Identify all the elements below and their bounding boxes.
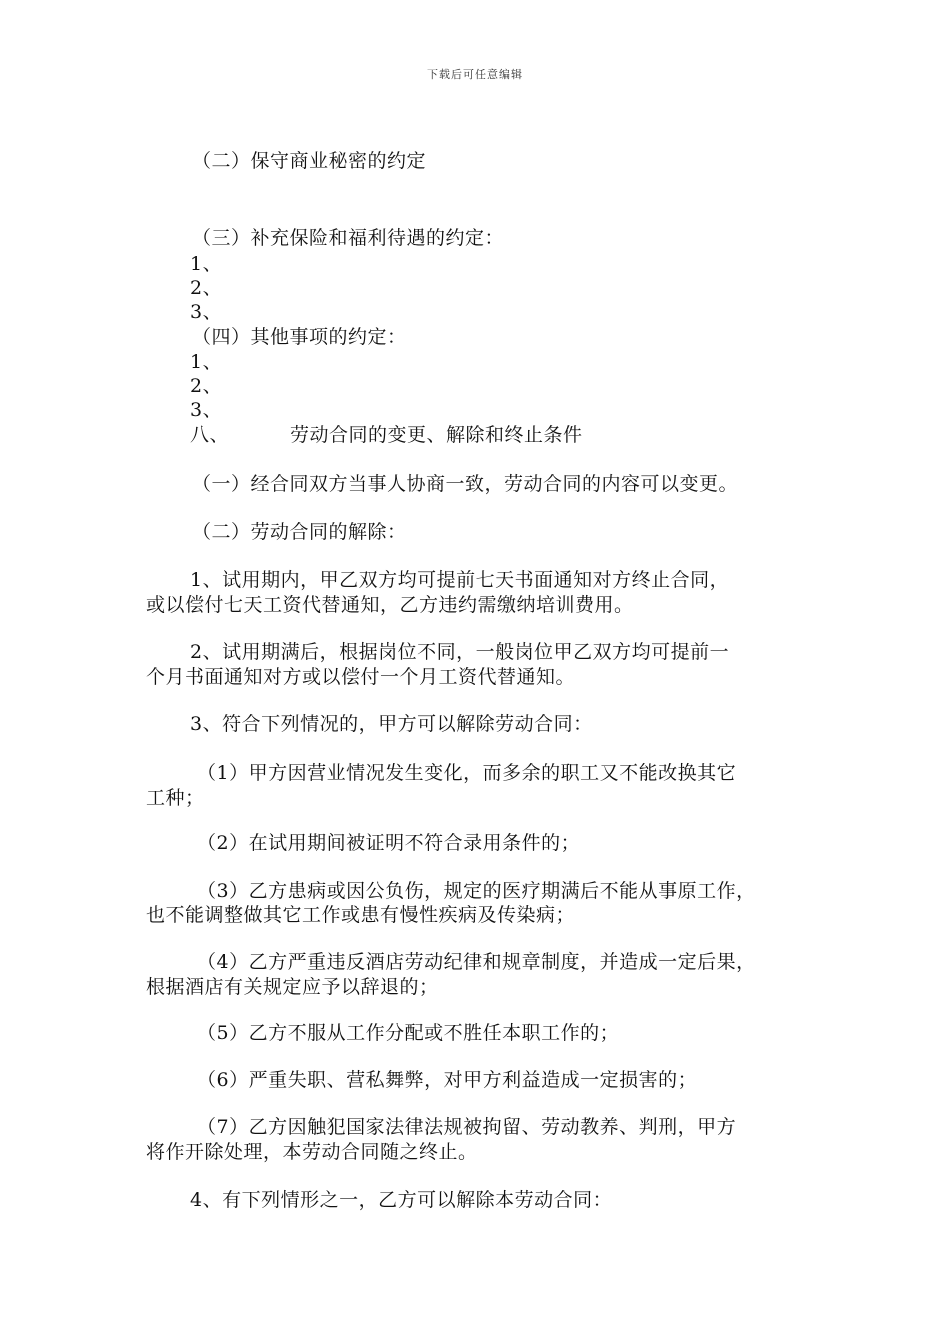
paragraph: （4）乙方严重违反酒店劳动纪律和规章制度，并造成一定后果，: [197, 951, 756, 973]
paragraph: （5）乙方不服从工作分配或不胜任本职工作的；: [197, 1022, 620, 1044]
paragraph: （2）在试用期间被证明不符合录用条件的；: [197, 832, 581, 854]
paragraph: （二）劳动合同的解除：: [192, 521, 407, 543]
paragraph: 3、符合下列情况的，甲方可以解除劳动合同：: [190, 713, 593, 735]
paragraph: （7）乙方因触犯国家法律法规被拘留、劳动教养、判刑，甲方: [197, 1116, 737, 1138]
paragraph: 2、试用期满后，根据岗位不同，一般岗位甲乙双方均可提前一: [190, 641, 730, 663]
list-item: 2、: [190, 375, 223, 397]
paragraph: （6）严重失职、营私舞弊，对甲方利益造成一定损害的；: [197, 1069, 698, 1091]
paragraph: 1、试用期内，甲乙双方均可提前七天书面通知对方终止合同，: [190, 569, 730, 591]
paragraph-continuation: 个月书面通知对方或以偿付一个月工资代替通知。: [146, 666, 576, 688]
list-item: 3、: [190, 399, 223, 421]
section-title: 劳动合同的变更、解除和终止条件: [290, 424, 583, 446]
paragraph: 4、有下列情形之一，乙方可以解除本劳动合同：: [190, 1189, 613, 1211]
paragraph-continuation: 也不能调整做其它工作或患有慢性疾病及传染病；: [146, 904, 576, 926]
paragraph-continuation: 或以偿付七天工资代替通知，乙方违约需缴纳培训费用。: [146, 594, 634, 616]
section-eight-heading: [190, 423, 583, 447]
clause-other-matters: （四）其他事项的约定：: [192, 326, 407, 348]
clause-insurance-welfare: （三）补充保险和福利待遇的约定：: [192, 227, 505, 249]
list-item: 2、: [190, 277, 223, 299]
clause-confidentiality: （二）保守商业秘密的约定: [192, 150, 427, 172]
paragraph: （1）甲方因营业情况发生变化，而多余的职工又不能改换其它: [197, 762, 737, 784]
section-number: 八、: [190, 424, 230, 446]
list-item: 3、: [190, 301, 223, 323]
paragraph-continuation: 工种；: [146, 787, 205, 809]
list-item: 1、: [190, 253, 223, 275]
list-item: 1、: [190, 351, 223, 373]
paragraph-continuation: 将作开除处理，本劳动合同随之终止。: [146, 1141, 478, 1163]
paragraph-continuation: 根据酒店有关规定应予以辞退的；: [146, 976, 439, 998]
paragraph: （一）经合同双方当事人协商一致，劳动合同的内容可以变更。: [192, 473, 739, 495]
page-header: 下载后可任意编辑: [427, 68, 523, 81]
paragraph: （3）乙方患病或因公负伤，规定的医疗期满后不能从事原工作，: [197, 880, 756, 902]
